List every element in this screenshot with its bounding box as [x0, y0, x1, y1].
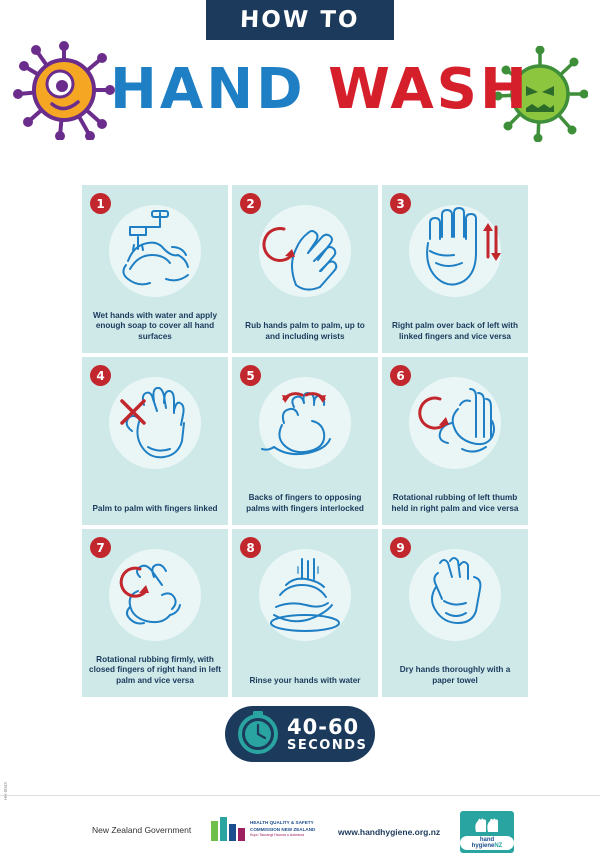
step-card	[82, 357, 228, 525]
thumb-rotation-icon	[400, 371, 510, 475]
hhnz-nz: NZ	[494, 843, 503, 849]
hand-hygiene-label	[460, 836, 514, 851]
hhnz-line2: hygiene	[471, 843, 495, 849]
step-card	[382, 529, 528, 697]
hqsc-text	[250, 820, 315, 837]
step-number: 8	[240, 537, 261, 558]
palm-to-palm-icon	[250, 199, 360, 303]
hqsc-mark-icon	[210, 815, 246, 843]
step-caption: Rotational rubbing of left thumb held in right palm and vice versa	[391, 493, 519, 514]
fingers-linked-icon	[100, 371, 210, 475]
step-number: 1	[90, 193, 111, 214]
step-number: 7	[90, 537, 111, 558]
poster-title	[0, 48, 600, 158]
step-number: 3	[390, 193, 411, 214]
website-url[interactable]: www.handhygiene.org.nz	[338, 827, 441, 837]
step-caption: Dry hands thoroughly with a paper towel	[399, 665, 511, 686]
step-card	[82, 185, 228, 353]
step-caption: Wet hands with water and apply enough soap to cover all hand surfaces	[92, 310, 218, 342]
how-to-label: HOW TO	[239, 7, 361, 33]
step-number: 6	[390, 365, 411, 386]
hhnz-line1: hand	[479, 836, 495, 843]
how-to-badge	[206, 0, 394, 40]
title-hand: HAND	[110, 57, 306, 122]
rinse-hands-icon	[250, 543, 360, 647]
nz-government-logo	[92, 825, 191, 835]
step-caption: Rub hands palm to palm, up to and including wrists	[245, 321, 365, 342]
footer-divider	[0, 795, 600, 796]
step-number: 5	[240, 365, 261, 386]
steps-grid	[82, 185, 518, 697]
palm-over-back-icon	[400, 199, 510, 303]
stopwatch-icon	[235, 709, 281, 760]
nz-government-label: New Zealand Government	[92, 825, 192, 835]
duration-badge	[225, 706, 375, 762]
document-code: HH 0043	[3, 782, 8, 800]
step-card	[82, 529, 228, 697]
step-card	[382, 357, 528, 525]
step-number: 2	[240, 193, 261, 214]
hand-hygiene-nz-logo	[460, 811, 514, 853]
step-card	[382, 185, 528, 353]
footer	[0, 805, 600, 857]
step-caption: Palm to palm with fingers linked	[92, 504, 218, 514]
backs-of-fingers-icon	[250, 371, 360, 475]
step-caption: Rinse your hands with water	[249, 676, 361, 686]
step-card	[232, 185, 378, 353]
hqsc-line2: COMMISSION NEW ZEALAND	[250, 826, 316, 832]
step-card	[232, 357, 378, 525]
duration-value: 40-60	[287, 714, 360, 739]
step-caption: Right palm over back of left with linked fingers and vice versa	[391, 321, 518, 342]
hqsc-line1: HEALTH QUALITY & SAFETY	[250, 820, 314, 826]
title-wash: WASH	[328, 57, 530, 122]
fingertips-rotation-icon	[100, 543, 210, 647]
hqsc-logo	[210, 815, 315, 843]
step-caption: Rotational rubbing firmly, with closed fingers of right hand in left palm and vice versa	[89, 654, 221, 686]
step-card	[232, 529, 378, 697]
tap-and-hands-icon	[100, 199, 210, 303]
hands-icon	[472, 814, 502, 834]
step-number: 4	[90, 365, 111, 386]
dry-hands-icon	[400, 543, 510, 647]
hqsc-sub: Kupu Taurangi Hauora o Aotearoa	[250, 832, 305, 837]
step-caption: Backs of fingers to opposing palms with fingers interlocked	[246, 493, 364, 514]
duration-unit: SECONDS	[287, 737, 368, 753]
step-number: 9	[390, 537, 411, 558]
